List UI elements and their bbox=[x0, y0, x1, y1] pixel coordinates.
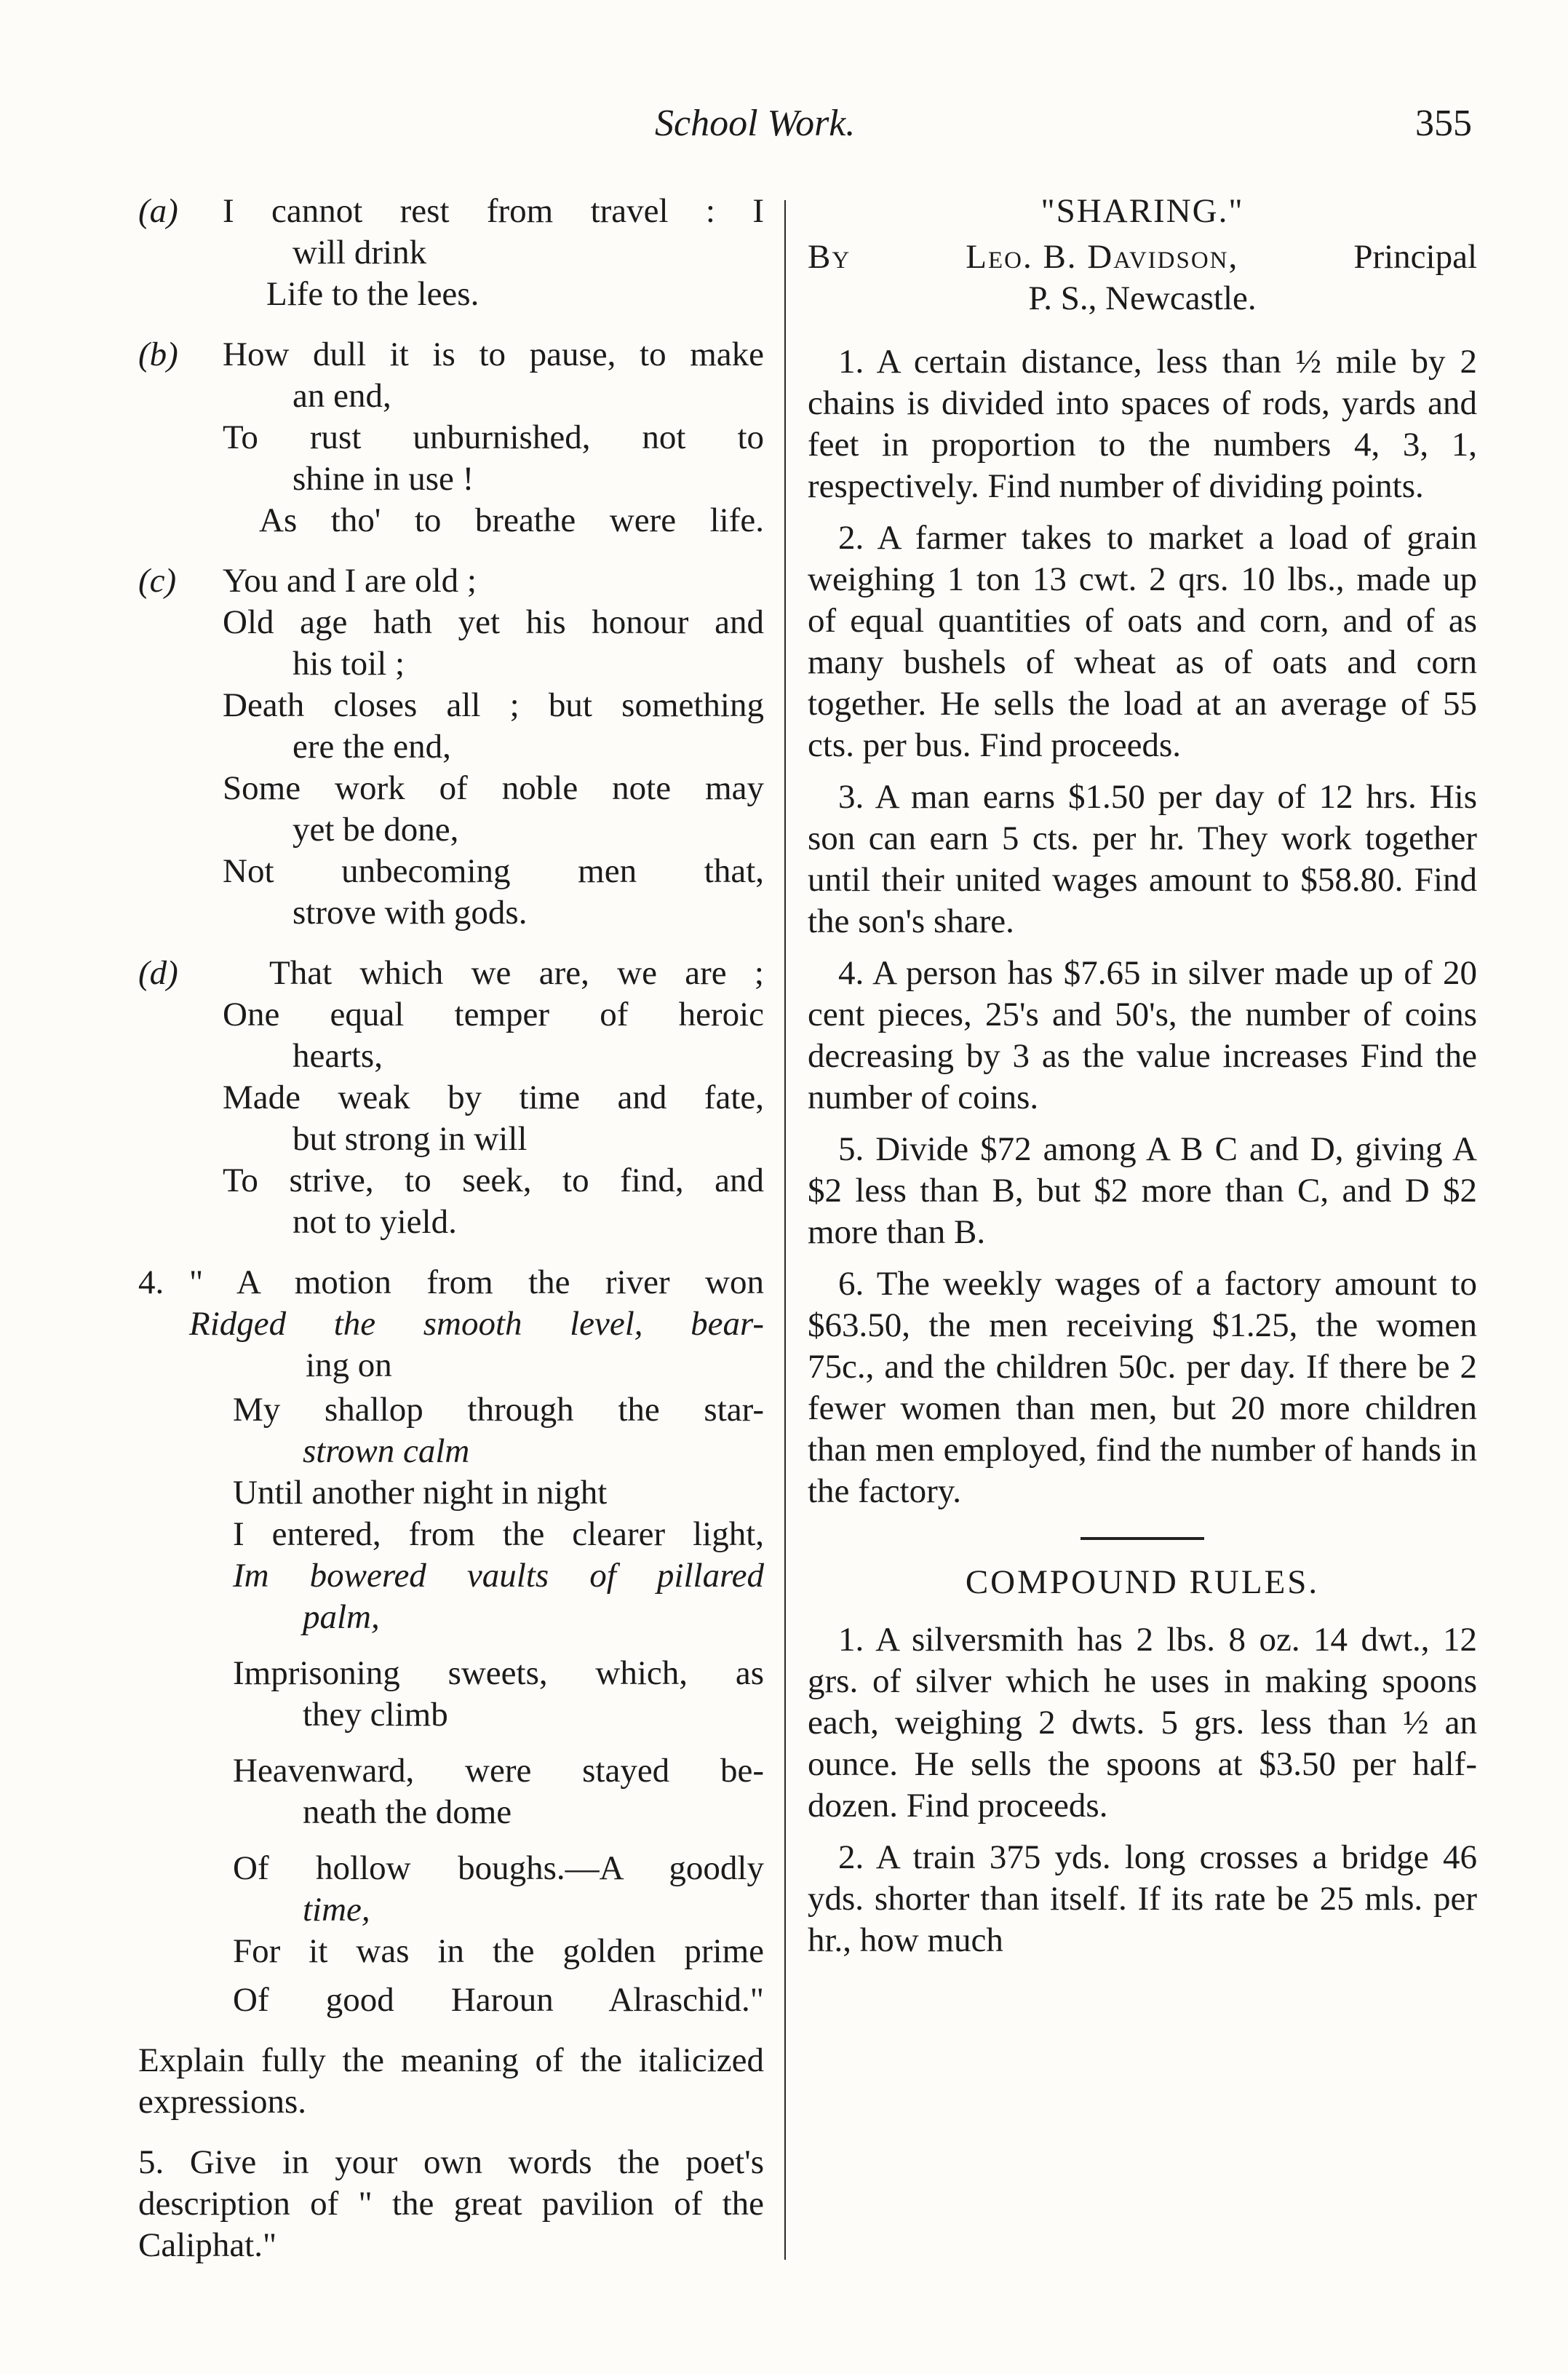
problem-2: 2. A farmer takes to market a load of grain weighing 1 ton 13 cwt. 2 qrs. 10 lbs., made up of equal quantities of oats and corn, and of as many bushels of wheat as of oats and corn together. He sells the load at an average of 55 cts. per bus. Find proceeds. bbox=[808, 519, 1477, 764]
page-number: 355 bbox=[1415, 103, 1472, 144]
poem-line bbox=[138, 417, 764, 500]
poem-text: For it was in the golden prime bbox=[233, 1932, 764, 1970]
poem-text: Until another night in night bbox=[233, 1474, 608, 1512]
poem-line bbox=[138, 1980, 764, 2021]
question-4-prompt: Explain fully the meaning of the italicized expressions. bbox=[138, 2041, 764, 2121]
poem-continuation: time, bbox=[303, 1891, 370, 1929]
poem-continuation: palm, bbox=[303, 1598, 380, 1636]
byline-line-2: P. S., Newcastle. bbox=[1028, 279, 1257, 317]
right-column bbox=[808, 191, 1477, 1972]
left-column bbox=[138, 191, 764, 2285]
poem-text: Not unbecoming men that, bbox=[223, 852, 764, 890]
poem-line bbox=[138, 1389, 764, 1472]
poem-line bbox=[138, 274, 764, 315]
poem-line bbox=[138, 851, 764, 934]
poem-text: You and I are old ; bbox=[223, 562, 477, 600]
poem-text: " A motion from the river won bbox=[189, 1263, 764, 1301]
stanza-b bbox=[138, 334, 764, 541]
poem-text: Made weak by time and fate, bbox=[223, 1079, 764, 1116]
poem-line bbox=[138, 953, 764, 994]
section-title: COMPOUND RULES. bbox=[965, 1563, 1320, 1601]
poem-text: Imprisoning sweets, which, as bbox=[233, 1654, 764, 1692]
poem-text: One equal temper of heroic bbox=[223, 996, 764, 1033]
article-title: "SHARING." bbox=[1040, 192, 1244, 230]
stanza-label: (a) bbox=[138, 192, 178, 230]
poem-text: I entered, from the clearer light, bbox=[233, 1515, 764, 1553]
problem-5: 5. Divide $72 among A B C and D, giving A $2 less than B, but $2 more than C, and D $2 more than B. bbox=[808, 1130, 1477, 1251]
poem-line bbox=[138, 1160, 764, 1243]
poem-line bbox=[138, 1653, 764, 1736]
poem-line bbox=[138, 1472, 764, 1514]
running-head: School Work. bbox=[655, 103, 856, 144]
problem-4: 4. A person has $7.65 in silver made up of 20 cent pieces, 25's and 50's, the number of coins decreasing by 3 as the value increases Find the number of coins. bbox=[808, 954, 1477, 1116]
problem-6: 6. The weekly wages of a factory amount to $63.50, the men receiving $1.25, the women 75c., and the children 50c. per day. If there be 2 fewer women than men, but 20 more children than men employed, find the number of hands in the factory. bbox=[808, 1265, 1477, 1510]
poem-text: Some work of noble note may bbox=[223, 769, 764, 807]
poem-line bbox=[138, 1077, 764, 1160]
poem-line bbox=[138, 685, 764, 768]
poem-continuation: his toil ; bbox=[292, 645, 405, 683]
poem-continuation: they climb bbox=[303, 1696, 448, 1734]
poem-text: Old age hath yet his honour and bbox=[223, 603, 764, 641]
poem-continuation: an end, bbox=[292, 377, 391, 415]
question-4-poem bbox=[138, 1262, 764, 2021]
poem-continuation: shine in use ! bbox=[292, 460, 474, 498]
stanza-label: (c) bbox=[138, 562, 177, 600]
poem-line bbox=[138, 500, 764, 541]
poem-line bbox=[138, 602, 764, 685]
poem-text: Of hollow boughs.—A goodly bbox=[233, 1849, 764, 1887]
stanza-c bbox=[138, 560, 764, 934]
poem-continuation: but strong in will bbox=[292, 1120, 528, 1158]
poem-text: As tho' to breathe were life. bbox=[259, 501, 764, 539]
poem-text: Of good Haroun Alraschid." bbox=[233, 1981, 764, 2019]
poem-line bbox=[138, 334, 764, 417]
poem-text: That which we are, we are ; bbox=[269, 954, 764, 992]
poem-continuation: strove with gods. bbox=[292, 894, 528, 932]
poem-text: To strive, to seek, to find, and bbox=[223, 1162, 764, 1199]
poem-continuation: strown calm bbox=[303, 1432, 470, 1470]
byline bbox=[808, 237, 1477, 319]
poem-line bbox=[138, 768, 764, 851]
stanza-label: (d) bbox=[138, 954, 178, 992]
poem-line bbox=[138, 1931, 764, 1972]
poem-continuation: neath the dome bbox=[303, 1793, 512, 1831]
author-title: Principal bbox=[1353, 238, 1477, 276]
poem-line bbox=[138, 1262, 764, 1386]
stanza-label: (b) bbox=[138, 336, 178, 373]
stanza-a bbox=[138, 191, 764, 315]
poem-text: How dull it is to pause, to make bbox=[223, 336, 764, 373]
poem-line bbox=[138, 994, 764, 1077]
question-number: 4. bbox=[138, 1263, 164, 1301]
poem-text: Im bowered vaults of pillared bbox=[233, 1557, 764, 1595]
poem-continuation: hearts, bbox=[292, 1037, 383, 1075]
compound-problem-2: 2. A train 375 yds. long crosses a bridge 46 yds. shorter than itself. If its rate be 25 mls. per hr., how much bbox=[808, 1838, 1477, 1959]
poem-continuation: will drink bbox=[292, 234, 427, 271]
poem-text: Life to the lees. bbox=[266, 275, 479, 313]
poem-line bbox=[138, 1848, 764, 1931]
poem-continuation: ing on bbox=[306, 1346, 392, 1384]
poem-text: I cannot rest from travel : I bbox=[223, 192, 764, 230]
author-name: Leo. B. Davidson, bbox=[966, 238, 1239, 276]
poem-continuation: yet be done, bbox=[292, 811, 459, 849]
byline-prefix: By bbox=[808, 238, 851, 276]
poem-text: My shallop through the star- bbox=[233, 1391, 764, 1429]
poem-line bbox=[138, 191, 764, 274]
page-header bbox=[0, 102, 1568, 153]
poem-line bbox=[138, 560, 764, 602]
poem-text: To rust unburnished, not to bbox=[223, 418, 764, 456]
question-5: 5. Give in your own words the poet's description of " the great pavilion of the Caliphat." bbox=[138, 2143, 764, 2264]
poem-line bbox=[138, 1750, 764, 1833]
poem-text: Ridged the smooth level, bear- bbox=[189, 1305, 764, 1343]
poem-text: Heavenward, were stayed be- bbox=[233, 1752, 764, 1790]
poem-line bbox=[138, 1555, 764, 1638]
compound-problem-1: 1. A silversmith has 2 lbs. 8 oz. 14 dwt., 12 grs. of silver which he uses in making spoons each, weighing 2 dwts. 5 grs. less than ½ an ounce. He sells the spoons at $3.50 per half-dozen. Find proceeds. bbox=[808, 1621, 1477, 1825]
problem-3: 3. A man earns $1.50 per day of 12 hrs. His son can earn 5 cts. per hr. They work together until their united wages amount to $58.80. Find the son's share. bbox=[808, 778, 1477, 940]
poem-line bbox=[138, 1514, 764, 1555]
poem-continuation: ere the end, bbox=[292, 728, 451, 766]
poem-continuation: not to yield. bbox=[292, 1203, 457, 1241]
column-divider bbox=[784, 200, 786, 2260]
stanza-d bbox=[138, 953, 764, 1243]
poem-text: Death closes all ; but something bbox=[223, 686, 764, 724]
byline-line-1 bbox=[808, 237, 1477, 278]
section-rule bbox=[1081, 1537, 1204, 1540]
problem-1: 1. A certain distance, less than ½ mile by 2 chains is divided into spaces of rods, yards and feet in proportion to the numbers 4, 3, 1, respectively. Find number of dividing points. bbox=[808, 343, 1477, 505]
